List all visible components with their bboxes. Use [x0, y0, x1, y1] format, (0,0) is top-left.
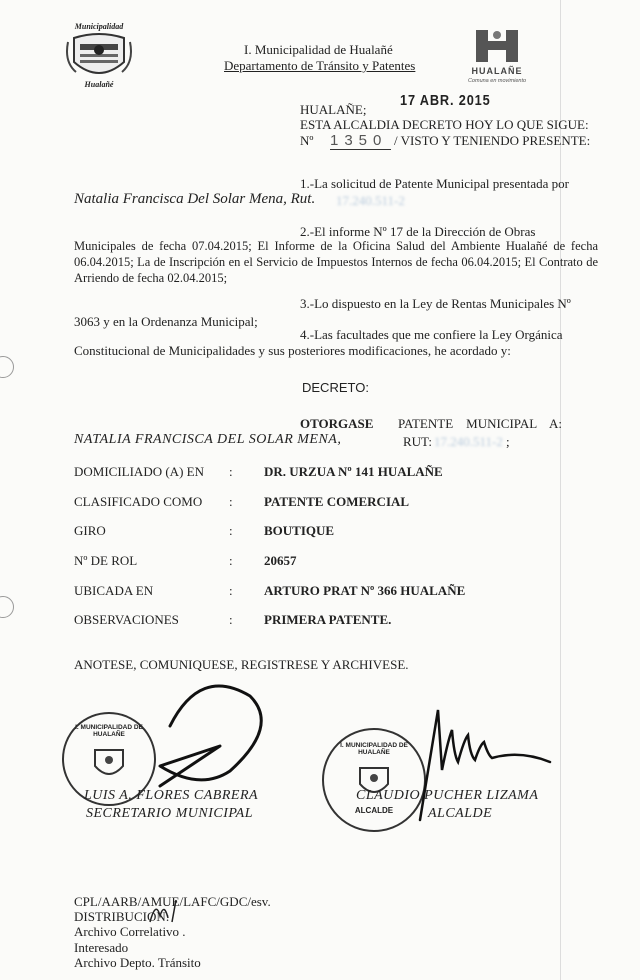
field-label-ubicada: UBICADA EN — [74, 583, 154, 598]
closing-statement: ANOTESE, COMUNIQUESE, REGISTRESE Y ARCHIVESE. — [74, 657, 409, 672]
consideration-4-body: Constitucional de Municipalidades y sus posteriores modificaciones, he acordado y: — [74, 343, 511, 358]
holder-rut-tail: ; — [506, 434, 510, 449]
date-stamp: 17 ABR. 2015 — [400, 92, 491, 109]
mayor-stamp-text: I. MUNICIPALIDAD DE HUALAÑE — [340, 742, 408, 756]
footer-item: Archivo Correlativo . — [74, 924, 186, 939]
header-municipality: I. Municipalidad de Hualañé — [244, 42, 393, 57]
mayor-title: ALCALDE — [428, 806, 493, 821]
field-label-observaciones: OBSERVACIONES — [74, 612, 179, 627]
hualane-logo-icon — [472, 28, 522, 64]
field-value-giro: BOUTIQUE — [264, 523, 335, 538]
decree-number-value: 1350 — [330, 132, 391, 150]
consideration-2-body: Municipales de fecha 07.04.2015; El Informe de la Oficina Salud del Ambiente Hualañé de fecha 06.04.2015; La de Inscripción en el Servicio de Impuestos Internos de fecha 06.04.2015; El Contrato de Arriendo de fecha 02.04.2015; — [74, 239, 598, 285]
field-label-giro: GIRO — [74, 523, 106, 538]
decree-intro: ESTA ALCALDIA DECRETO HOY LO QUE SIGUE: — [300, 117, 589, 132]
logo-name: HUALAÑE — [471, 66, 523, 76]
secretary-stamp-crest-icon — [89, 744, 129, 784]
consideration-3-lead: 3.-Lo dispuesto en la Ley de Rentas Municipales Nº — [300, 296, 571, 311]
punch-hole-top — [0, 356, 14, 378]
field-value-clasificado: PATENTE COMERCIAL — [264, 494, 410, 509]
mayor-name: CLAUDIO PUCHER LIZAMA — [356, 788, 539, 803]
logo-tagline: Comuna en movimiento — [467, 78, 527, 84]
applicant-rut: 17.240.511-2 — [336, 193, 405, 208]
footer-distribucion: DISTRIBUCION: — [74, 909, 170, 924]
crest-bottom-label: Hualañé — [84, 80, 114, 89]
field-label-rol: Nº DE ROL — [74, 553, 138, 568]
footer-item: Archivo Depto. Tránsito — [74, 955, 201, 970]
secretary-title: SECRETARIO MUNICIPAL — [86, 806, 253, 821]
field-colon-giro: : — [229, 523, 233, 538]
punch-hole-bottom — [0, 596, 14, 618]
secretary-name: LUIS A. FLORES CABRERA — [84, 788, 259, 803]
visto-label: / VISTO Y TENIENDO PRESENTE: — [394, 133, 591, 148]
consideration-4-lead: 4.-Las facultades que me confiere la Ley Orgánica — [300, 327, 563, 342]
decreto-heading: DECRETO: — [302, 380, 369, 395]
field-colon-clasificado: : — [229, 494, 233, 509]
field-label-clasificado: CLASIFICADO COMO — [74, 494, 203, 509]
field-label-domicilio: DOMICILIADO (A) EN — [74, 464, 204, 479]
field-value-rol: 20657 — [264, 553, 297, 568]
applicant-name: Natalia Francisca Del Solar Mena, Rut. — [74, 191, 316, 207]
otorgase-rest: PATENTE MUNICIPAL A: — [398, 416, 562, 431]
consideration-3-body: 3063 y en la Ordenanza Municipal; — [74, 314, 258, 329]
field-colon-ubicada: : — [229, 583, 233, 598]
field-colon-rol: : — [229, 553, 233, 568]
holder-rut-label: RUT: — [403, 434, 432, 449]
municipal-crest — [66, 22, 132, 92]
holder-name: NATALIA FRANCISCA DEL SOLAR MENA, — [74, 432, 342, 447]
crest-top-label: Municipalidad — [74, 22, 124, 31]
otorgase-label: OTORGASE — [300, 416, 374, 431]
hualane-logo — [462, 28, 532, 90]
footer-initials: CPL/AARB/AMUE/LAFC/GDC/esv. — [74, 894, 271, 909]
header-department: Departamento de Tránsito y Patentes — [224, 58, 416, 73]
crest-shield-icon — [66, 32, 132, 82]
secretary-stamp-text: I. MUNICIPALIDAD DE HUALAÑE — [75, 724, 143, 738]
place-label: HUALAÑE; — [300, 102, 367, 117]
consideration-1-lead: 1.-La solicitud de Patente Municipal presentada por — [300, 176, 569, 191]
footer-handwritten-mark-icon — [146, 896, 186, 926]
decree-number-label: Nº — [300, 133, 314, 148]
mayor-stamp-bottom: ALCALDE — [354, 806, 394, 815]
field-value-ubicada: ARTURO PRAT Nº 366 HUALAÑE — [264, 583, 466, 598]
field-colon-domicilio: : — [229, 464, 233, 479]
field-value-domicilio: DR. URZUA Nº 141 HUALAÑE — [264, 464, 443, 479]
consideration-2-lead: 2.-El informe Nº 17 de la Dirección de Obras — [300, 224, 536, 239]
field-colon-observaciones: : — [229, 612, 233, 627]
footer-item: Interesado — [74, 940, 129, 955]
field-value-observaciones: PRIMERA PATENTE. — [264, 612, 392, 627]
holder-rut-value: 17.240.511-2 — [434, 434, 503, 449]
